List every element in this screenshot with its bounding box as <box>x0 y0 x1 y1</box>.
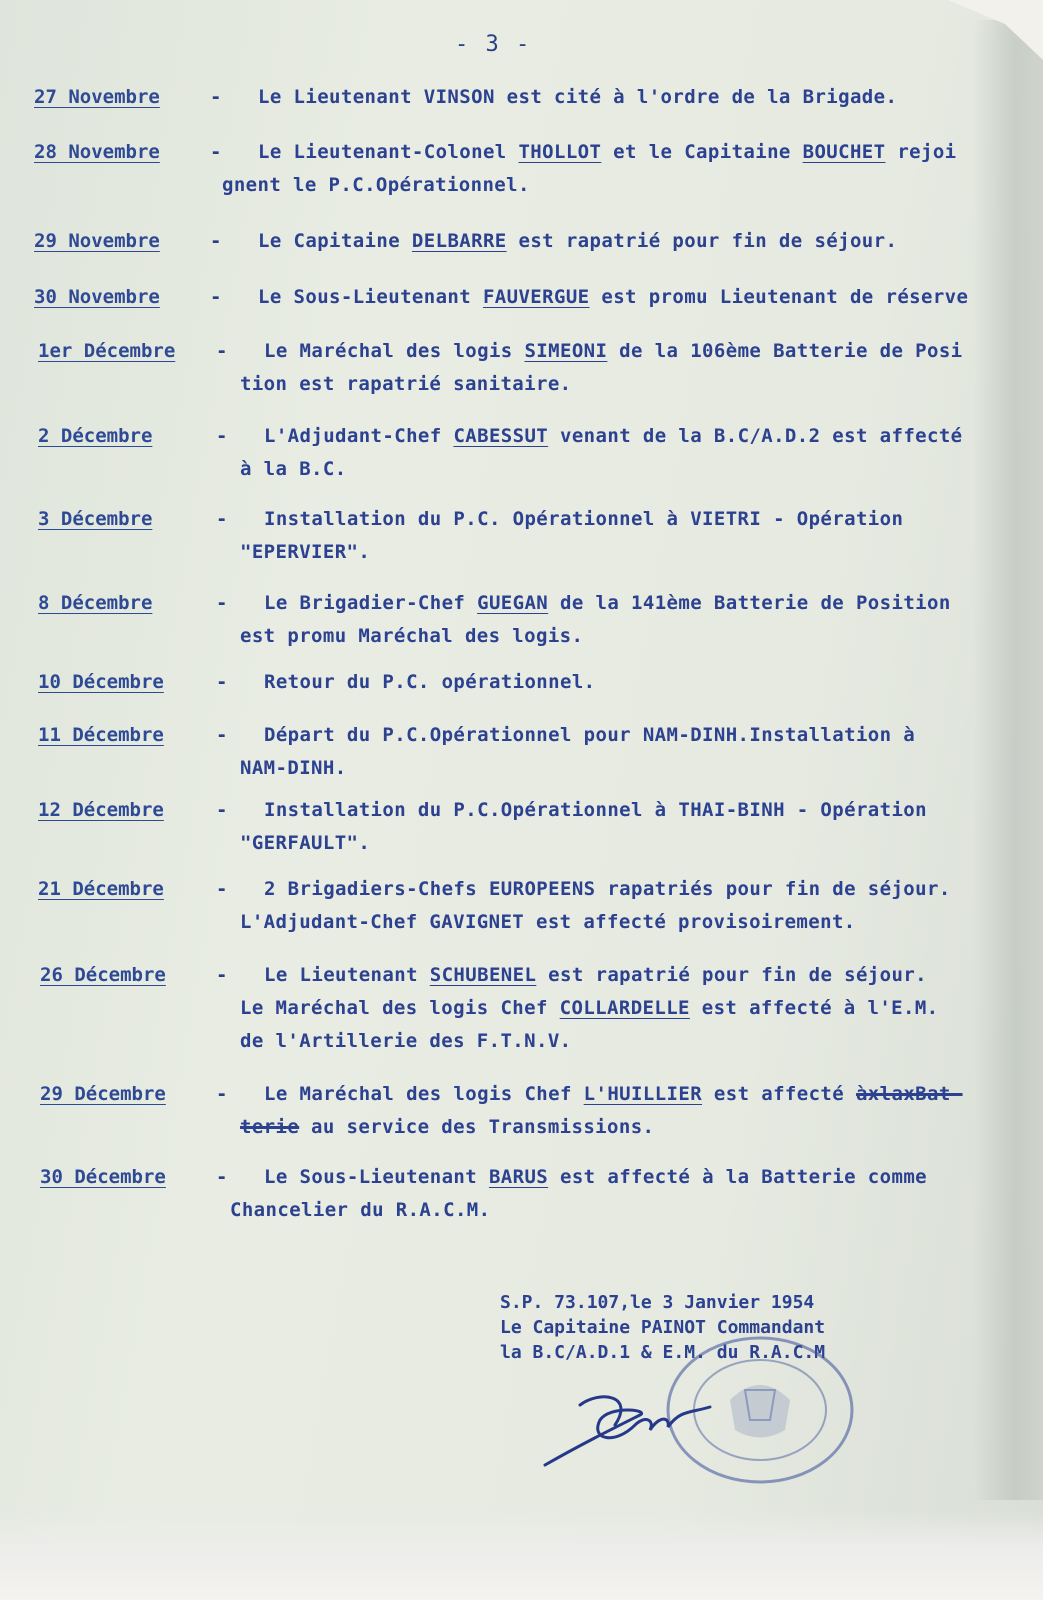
text-segment: Installation du P.C. Opérationnel à VIETRI - Opération <box>264 508 904 530</box>
entry-text-line <box>264 340 963 362</box>
underlined-name: FAUVERGUE <box>482 286 590 308</box>
entry-text-line <box>264 1083 963 1105</box>
underlined-name: SCHUBENEL <box>429 964 537 986</box>
entry-text-line <box>240 911 856 933</box>
entry-text-line <box>264 964 927 986</box>
entry-text-line <box>240 541 370 563</box>
text-segment: Le Sous-Lieutenant <box>258 286 483 308</box>
entry-date: 30 Novembre <box>34 286 160 308</box>
text-segment: Retour du P.C. opérationnel. <box>264 671 596 693</box>
place-date-line: S.P. 73.107,le 3 Janvier 1954 <box>500 1292 815 1313</box>
text-segment: Le Maréchal des logis <box>264 340 525 362</box>
entry-text-line <box>240 625 583 647</box>
text-segment: à la B.C. <box>240 458 347 480</box>
entry-text-line <box>264 799 927 821</box>
entry-date: 11 Décembre <box>38 724 164 746</box>
text-segment: Chancelier du R.A.C.M. <box>230 1199 491 1221</box>
text-segment: Le Lieutenant-Colonel <box>258 141 519 163</box>
text-segment: L'Adjudant-Chef <box>264 425 454 447</box>
bottom-margin <box>0 1510 1043 1600</box>
entry-dash: - <box>216 799 228 821</box>
text-segment: 2 Brigadiers-Chefs EUROPEENS rapatriés pour fin de séjour. <box>264 878 951 900</box>
entry-date: 8 Décembre <box>38 592 153 614</box>
text-segment: Le Sous-Lieutenant <box>264 1166 489 1188</box>
text-segment: Le Lieutenant <box>264 964 430 986</box>
entry-date: 1er Décembre <box>38 340 176 362</box>
text-segment: Le Maréchal des logis Chef <box>264 1083 584 1105</box>
text-segment: tion est rapatrié sanitaire. <box>240 373 572 395</box>
underlined-name: COLLARDELLE <box>559 997 690 1019</box>
entry-text-line <box>258 86 897 108</box>
entry-dash: - <box>216 1166 228 1188</box>
entry-dash: - <box>216 1083 228 1105</box>
page-fold-shadow <box>973 20 1043 1500</box>
entry-dash: - <box>210 86 222 108</box>
underlined-name: CABESSUT <box>453 425 549 447</box>
text-segment: est promu Maréchal des logis. <box>240 625 584 647</box>
entry-date: 29 Décembre <box>40 1083 166 1105</box>
text-segment: venant de la B.C/A.D.2 est affecté <box>548 425 963 447</box>
text-segment: et le Capitaine <box>601 141 803 163</box>
text-segment: au service des Transmissions. <box>299 1116 655 1138</box>
text-segment: est affecté <box>702 1083 856 1105</box>
page-number: - 3 - <box>455 32 532 57</box>
entry-text-line <box>240 832 370 854</box>
entry-text-line <box>264 1166 927 1188</box>
entry-text-line <box>258 286 968 308</box>
underlined-name: SIMEONI <box>524 340 608 362</box>
handwritten-signature <box>540 1385 730 1475</box>
entry-text-line <box>258 230 897 252</box>
text-segment: gnent le P.C.Opérationnel. <box>222 174 530 196</box>
entry-dash: - <box>216 508 228 530</box>
signatory-unit-line: la B.C/A.D.1 & E.M. du R.A.C.M <box>500 1342 826 1363</box>
underlined-name: GUEGAN <box>477 592 549 614</box>
entry-text-line <box>240 458 347 480</box>
text-segment: de l'Artillerie des F.T.N.V. <box>240 1030 572 1052</box>
entry-text-line <box>264 878 951 900</box>
entry-text-line <box>240 757 347 779</box>
entry-text-line <box>264 508 903 530</box>
entry-dash: - <box>210 230 222 252</box>
entry-dash: - <box>216 592 228 614</box>
underlined-name: BARUS <box>488 1166 549 1188</box>
entry-date: 26 Décembre <box>40 964 166 986</box>
entry-dash: - <box>216 964 228 986</box>
text-segment: est promu Lieutenant de réserve <box>589 286 969 308</box>
text-segment: est affecté à l'E.M. <box>689 997 939 1019</box>
text-segment: L'Adjudant-Chef GAVIGNET est affecté provisoirement. <box>240 911 856 933</box>
entry-text-line <box>222 174 530 196</box>
entry-date: 12 Décembre <box>38 799 164 821</box>
entry-text-line <box>264 671 596 693</box>
text-segment: Le Capitaine <box>258 230 412 252</box>
entry-date: 2 Décembre <box>38 425 153 447</box>
entry-dash: - <box>210 286 222 308</box>
entry-date: 3 Décembre <box>38 508 153 530</box>
text-segment: de la 106ème Batterie de Posi <box>607 340 963 362</box>
entry-dash: - <box>210 141 222 163</box>
text-segment: est rapatrié pour fin de séjour. <box>506 230 898 252</box>
text-segment: est affecté à la Batterie comme <box>548 1166 928 1188</box>
text-segment: "EPERVIER". <box>240 541 371 563</box>
underlined-name: DELBARRE <box>411 230 507 252</box>
text-segment: Installation du P.C.Opérationnel à THAI-BINH - Opération <box>264 799 927 821</box>
entry-text-line <box>230 1199 490 1221</box>
struck-text: àxlaxBat- <box>855 1083 963 1105</box>
text-segment: Départ du P.C.Opérationnel pour NAM-DINH.Installation à <box>264 724 916 746</box>
entry-text-line <box>240 373 572 395</box>
text-segment: Le Brigadier-Chef <box>264 592 478 614</box>
text-segment: "GERFAULT". <box>240 832 371 854</box>
text-segment: Le Maréchal des logis Chef <box>240 997 560 1019</box>
entry-date: 27 Novembre <box>34 86 160 108</box>
underlined-name: BOUCHET <box>802 141 886 163</box>
entry-text-line <box>240 1030 572 1052</box>
entry-dash: - <box>216 425 228 447</box>
underlined-name: THOLLOT <box>518 141 602 163</box>
entry-text-line <box>264 592 951 614</box>
entry-text-line <box>240 1116 654 1138</box>
text-segment: est cité à l'ordre de la Brigade. <box>494 86 898 108</box>
text-segment: est rapatrié pour fin de séjour. <box>536 964 927 986</box>
entry-text-line <box>240 997 939 1019</box>
text-segment: NAM-DINH. <box>240 757 347 779</box>
text-segment: Le Lieutenant <box>258 86 424 108</box>
entry-date: 28 Novembre <box>34 141 160 163</box>
entry-dash: - <box>216 724 228 746</box>
signatory-title-line: Le Capitaine PAINOT Commandant <box>500 1317 826 1338</box>
entry-dash: - <box>216 878 228 900</box>
entry-dash: - <box>216 671 228 693</box>
entry-text-line <box>264 724 915 746</box>
underlined-name: L'HUILLIER <box>583 1083 703 1105</box>
struck-text: terie <box>240 1116 300 1138</box>
text-segment: VINSON <box>423 86 495 108</box>
entry-text-line <box>258 141 957 163</box>
entry-text-line <box>264 425 963 447</box>
entry-date: 10 Décembre <box>38 671 164 693</box>
text-segment: de la 141ème Batterie de Position <box>548 592 951 614</box>
entry-date: 30 Décembre <box>40 1166 166 1188</box>
entry-date: 21 Décembre <box>38 878 164 900</box>
text-segment: rejoi <box>885 141 957 163</box>
entry-dash: - <box>216 340 228 362</box>
entry-date: 29 Novembre <box>34 230 160 252</box>
